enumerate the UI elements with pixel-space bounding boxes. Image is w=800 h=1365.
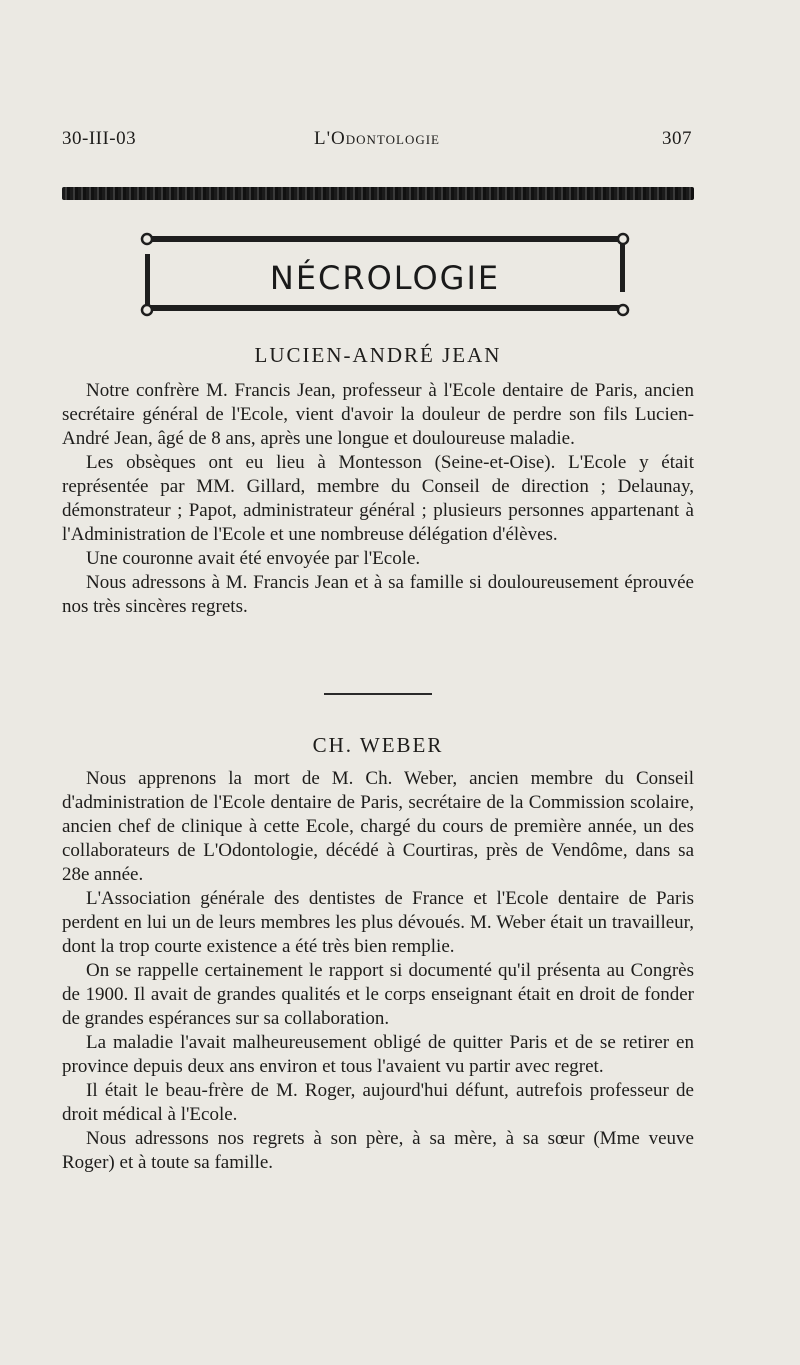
obituary-title-weber: CH. WEBER [312, 733, 444, 757]
decorative-rule [62, 187, 694, 200]
journal-title: L'Odontologie [314, 128, 440, 149]
banner-title: NÉCROLOGIE [269, 259, 501, 297]
paragraph: Il était le beau-frère de M. Roger, aujourd'hui défunt, autrefois professeur de droit médical à l'Ecole. [62, 1080, 694, 1125]
obituary-title-jean: LUCIEN-ANDRÉ JEAN [254, 343, 502, 367]
page-number: 307 [662, 128, 692, 149]
paragraph: Nous apprenons la mort de M. Ch. Weber, ancien membre du Conseil d'administration de l'Ecole dentaire de Paris, secrétaire de la Commission scolaire, ancien chef de clinique à cette Ecole, chargé du cours de première année, un des collaborateurs de L'Odontologie, décédé à Courtiras, près de Vendôme, dans sa 28e année. [62, 768, 694, 885]
paragraph: Nous adressons à M. Francis Jean et à sa famille si douloureusement éprouvée nos très sincères regrets. [62, 572, 694, 617]
section-divider [324, 693, 432, 695]
paragraph: L'Association générale des dentistes de France et l'Ecole dentaire de Paris perdent en lui un de leurs membres les plus dévoués. M. Weber était un travailleur, dont la trop courte existence a été très bien remplie. [62, 888, 694, 957]
paragraph: Nous adressons nos regrets à son père, à sa mère, à sa sœur (Mme veuve Roger) et à toute sa famille. [62, 1128, 694, 1173]
paragraph: La maladie l'avait malheureusement obligé de quitter Paris et de se retirer en province depuis deux ans environ et tous l'avaient vu partir avec regret. [62, 1032, 694, 1077]
paragraph: Une couronne avait été envoyée par l'Ecole. [86, 548, 421, 569]
obituary-body-weber [62, 767, 694, 1175]
paragraph: On se rappelle certainement le rapport si documenté qu'il présenta au Congrès de 1900. Il avait de grandes qualités et le corps enseignant était en droit de fonder de grandes espérances sur sa collaboration. [62, 960, 694, 1029]
running-head [62, 128, 692, 156]
issue-date: 30-III-03 [62, 128, 137, 149]
paragraph: Les obsèques ont eu lieu à Montesson (Seine-et-Oise). L'Ecole y était représentée par MM. Gillard, membre du Conseil de direction ; Delaunay, démonstrateur ; Papot, administrateur général ; plusieurs personnes appartenant à l'Administration de l'Ecole et une nombreuse délégation d'élèves. [62, 452, 694, 545]
section-banner [140, 230, 630, 322]
paragraph: Notre confrère M. Francis Jean, professeur à l'Ecole dentaire de Paris, ancien secrétaire général de l'Ecole, vient d'avoir la douleur de perdre son fils Lucien-André Jean, âgé de 8 ans, après une longue et douloureuse maladie. [62, 380, 694, 449]
obituary-body-jean [62, 379, 694, 619]
